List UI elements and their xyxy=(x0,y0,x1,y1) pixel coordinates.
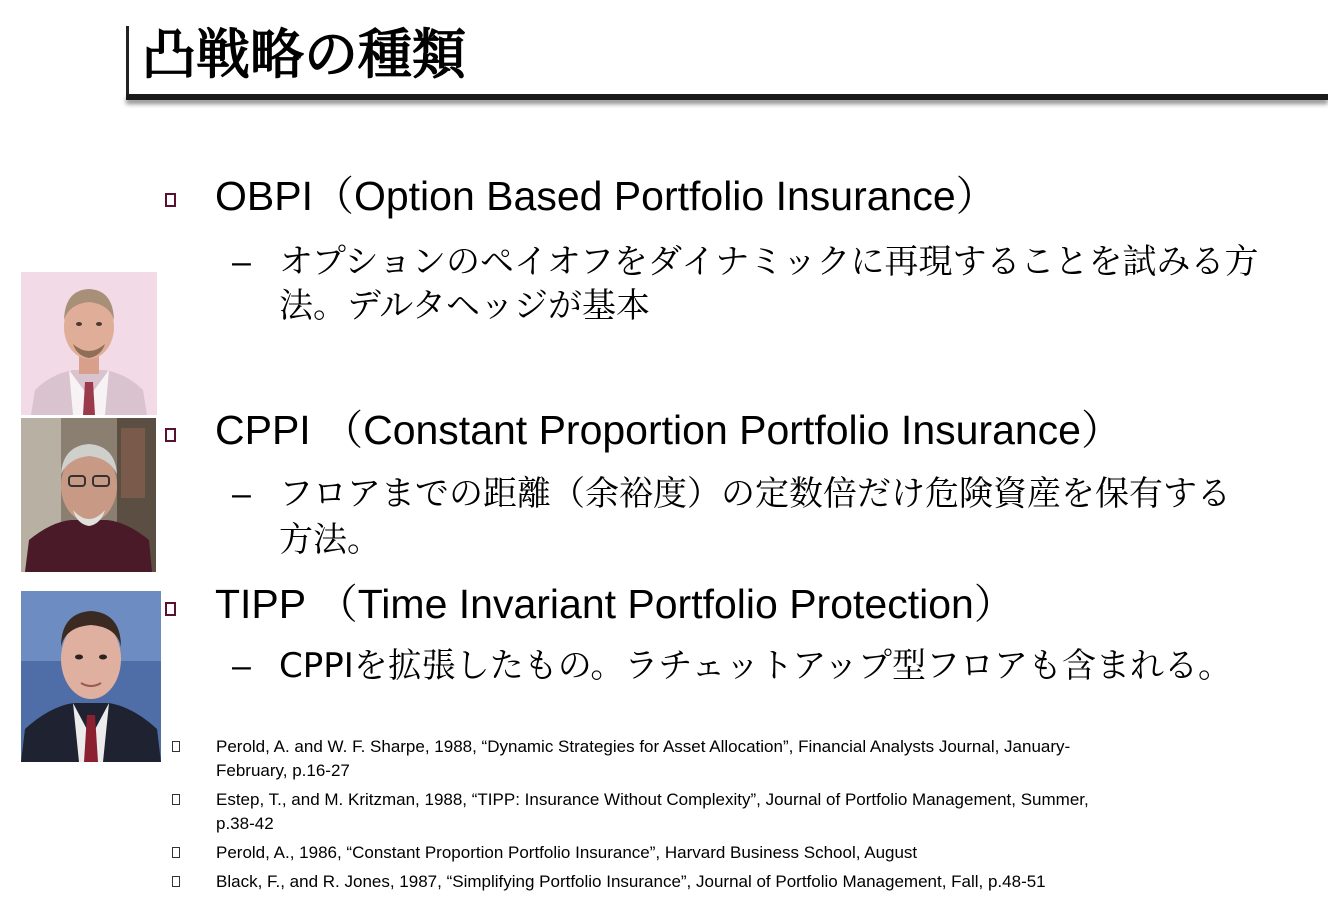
page-title: 凸戦略の種類 xyxy=(142,23,466,86)
reference-bullet-icon xyxy=(172,847,180,858)
reference-bullet-icon xyxy=(172,794,180,805)
reference-line: February, p.16-27 xyxy=(216,761,350,780)
reference-line: Estep, T., and M. Kritzman, 1988, “TIPP: Insurance Without Complexity”, Journal of Portfolio Management, Summer, xyxy=(216,790,1089,809)
item-heading-cppi: CPPI （Constant Proportion Portfolio Insurance） xyxy=(215,407,1122,453)
reference-line: Perold, A., 1986, “Constant Proportion Portfolio Insurance”, Harvard Business School, August xyxy=(216,843,918,862)
title-divider-vertical xyxy=(126,26,129,98)
portrait-photo-2 xyxy=(21,418,156,572)
bullet-icon xyxy=(165,602,176,616)
reference-bullet-icon xyxy=(172,741,180,752)
item-heading-tipp: TIPP （Time Invariant Portfolio Protection） xyxy=(215,581,1015,627)
reference-line: p.38-42 xyxy=(216,814,274,833)
bullet-icon xyxy=(165,428,176,442)
reference-item xyxy=(216,870,1296,894)
portrait-photo-3 xyxy=(21,591,161,762)
reference-item xyxy=(216,841,1296,865)
reference-item xyxy=(216,735,1296,783)
item-heading-obpi: OBPI（Option Based Portfolio Insurance） xyxy=(215,173,997,219)
reference-line: Perold, A. and W. F. Sharpe, 1988, “Dynamic Strategies for Asset Allocation”, Financial Analysts Journal, January- xyxy=(216,737,1071,756)
item-description-tipp-line1: CPPIを拡張したもの。ラチェットアップ型フロアも含まれる。 xyxy=(279,646,1232,686)
item-description-obpi-line1: オプションのペイオフをダイナミックに再現することを試みる方 xyxy=(279,242,1259,282)
title-area xyxy=(126,18,1328,98)
title-underline-bar xyxy=(126,94,1328,100)
bullet-icon xyxy=(165,193,176,207)
item-description-obpi-line2: 法。デルタヘッジが基本 xyxy=(279,286,650,326)
reference-line: Black, F., and R. Jones, 1987, “Simplifying Portfolio Insurance”, Journal of Portfolio Management, Fall, p.48-51 xyxy=(216,872,1046,891)
reference-item xyxy=(216,788,1296,836)
portrait-photo-1 xyxy=(21,272,157,415)
sub-dash: – xyxy=(232,647,251,685)
sub-dash: – xyxy=(232,243,251,281)
sub-dash: – xyxy=(232,475,251,513)
item-description-cppi-line1: フロアまでの距離（余裕度）の定数倍だけ危険資産を保有する xyxy=(279,474,1231,514)
reference-bullet-icon xyxy=(172,876,180,887)
item-description-cppi-line2: 方法。 xyxy=(279,520,381,560)
